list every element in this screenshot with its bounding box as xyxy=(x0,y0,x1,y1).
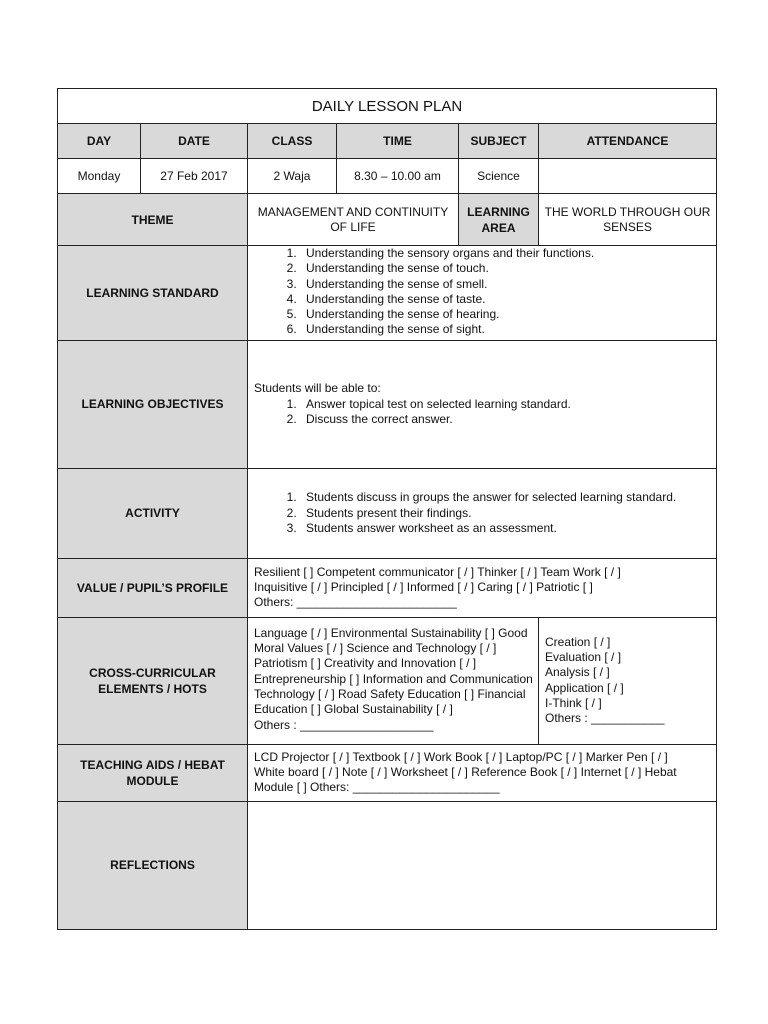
hots-elements xyxy=(539,617,717,744)
cross-curricular-line: Language [ / ] Environmental Sustainability [ ] Good xyxy=(254,625,528,640)
reflections-content xyxy=(248,801,717,929)
cross-curricular-line: Patriotism [ ] Creativity and Innovation [ / ] xyxy=(254,656,477,671)
values-profile-row xyxy=(58,558,717,617)
values-row xyxy=(58,159,717,194)
teaching-aids-line: White board [ / ] Note [ / ] Worksheet [ / ] Reference Book [ / ] Internet [ / ] Hebat xyxy=(254,765,677,780)
learning-objectives-label: LEARNING OBJECTIVES xyxy=(58,340,248,468)
value-date: 27 Feb 2017 xyxy=(141,159,248,194)
list-item: 1. Understanding the sensory organs and their functions. xyxy=(300,246,710,261)
list-item: 4. Understanding the sense of taste. xyxy=(300,292,710,307)
list-item: 1. Students discuss in groups the answer for selected learning standard. xyxy=(300,490,710,505)
header-class: CLASS xyxy=(248,124,337,159)
cross-curricular-line: Others : ____________________ xyxy=(254,717,434,732)
list-item: 2. Understanding the sense of touch. xyxy=(300,261,710,276)
teaching-aids-content xyxy=(248,744,717,801)
cross-curricular-row xyxy=(58,617,717,744)
reflections-row xyxy=(58,801,717,929)
page-title: DAILY LESSON PLAN xyxy=(58,89,717,124)
learning-standard-row xyxy=(58,246,717,341)
list-item: 3. Students answer worksheet as an assessment. xyxy=(300,521,710,536)
teaching-aids-label: TEACHING AIDS / HEBAT MODULE xyxy=(58,744,248,801)
hots-line: Creation [ / ] xyxy=(545,634,611,649)
theme-value: MANAGEMENT AND CONTINUITY OF LIFE xyxy=(248,194,459,246)
value-time: 8.30 – 10.00 am xyxy=(337,159,459,194)
teaching-aids-line: LCD Projector [ / ] Textbook [ / ] Work Book [ / ] Laptop/PC [ / ] Marker Pen [ / ] xyxy=(254,749,668,764)
lesson-plan-table xyxy=(57,88,717,930)
learning-objectives-intro: Students will be able to: xyxy=(254,381,381,396)
cross-curricular-line: Moral Values [ / ] Science and Technology [ / ] xyxy=(254,641,497,656)
learning-objectives-list xyxy=(254,397,710,428)
theme-label: THEME xyxy=(58,194,248,246)
learning-standard-content xyxy=(248,246,717,341)
header-attendance: ATTENDANCE xyxy=(539,124,717,159)
cross-curricular-label: CROSS-CURRICULAR ELEMENTS / HOTS xyxy=(58,617,248,744)
activity-label: ACTIVITY xyxy=(58,468,248,558)
header-day: DAY xyxy=(58,124,141,159)
teaching-aids-row xyxy=(58,744,717,801)
activity-row xyxy=(58,468,717,558)
list-item: 2. Students present their findings. xyxy=(300,506,710,521)
hots-line: Application [ / ] xyxy=(545,680,624,695)
activity-list xyxy=(254,490,710,536)
values-profile-content xyxy=(248,558,717,617)
value-attendance xyxy=(539,159,717,194)
teaching-aids-line: Module [ ] Others: ______________________ xyxy=(254,780,500,795)
header-row xyxy=(58,124,717,159)
cross-curricular-line: Entrepreneurship [ ] Information and Communication xyxy=(254,671,533,686)
header-time: TIME xyxy=(337,124,459,159)
cross-curricular-line: Technology [ / ] Road Safety Education [ ] Financial xyxy=(254,686,526,701)
hots-line: Analysis [ / ] xyxy=(545,665,610,680)
values-profile-label: VALUE / PUPIL’S PROFILE xyxy=(58,558,248,617)
value-day: Monday xyxy=(58,159,141,194)
learning-standard-list xyxy=(254,246,710,338)
value-class: 2 Waja xyxy=(248,159,337,194)
values-profile-line: Resilient [ ] Competent communicator [ / ] Thinker [ / ] Team Work [ / ] xyxy=(254,564,621,579)
hots-line: Others : ___________ xyxy=(545,711,665,726)
hots-line: I-Think [ / ] xyxy=(545,696,602,711)
reflections-label: REFLECTIONS xyxy=(58,801,248,929)
learning-area-label: LEARNING AREA xyxy=(459,194,539,246)
learning-area-value: THE WORLD THROUGH OUR SENSES xyxy=(539,194,717,246)
values-profile-line: Inquisitive [ / ] Principled [ / ] Informed [ / ] Caring [ / ] Patriotic [ ] xyxy=(254,580,593,595)
list-item: 1. Answer topical test on selected learning standard. xyxy=(300,397,710,412)
header-date: DATE xyxy=(141,124,248,159)
list-item: 3. Understanding the sense of smell. xyxy=(300,277,710,292)
learning-standard-label: LEARNING STANDARD xyxy=(58,246,248,341)
values-profile-line: Others: ________________________ xyxy=(254,595,457,610)
theme-row xyxy=(58,194,717,246)
cross-curricular-elements xyxy=(248,617,539,744)
learning-objectives-content xyxy=(248,340,717,468)
value-subject: Science xyxy=(459,159,539,194)
hots-line: Evaluation [ / ] xyxy=(545,650,622,665)
activity-content xyxy=(248,468,717,558)
list-item: 6. Understanding the sense of sight. xyxy=(300,322,710,337)
list-item: 5. Understanding the sense of hearing. xyxy=(300,307,710,322)
list-item: 2. Discuss the correct answer. xyxy=(300,412,710,427)
header-subject: SUBJECT xyxy=(459,124,539,159)
learning-objectives-row xyxy=(58,340,717,468)
cross-curricular-line: Education [ ] Global Sustainability [ / ] xyxy=(254,702,453,717)
